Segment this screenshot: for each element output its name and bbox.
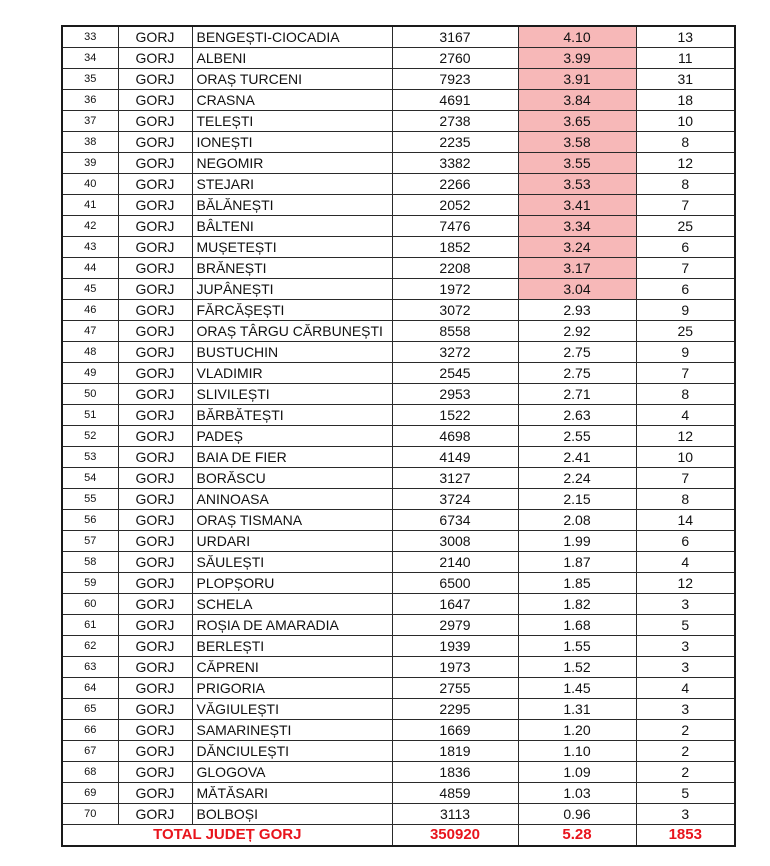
cases-cell: 2 — [636, 741, 735, 762]
incidence-table — [61, 25, 736, 847]
cases-cell: 6 — [636, 237, 735, 258]
locality-cell: ORAȘ TÂRGU CĂRBUNEȘTI — [192, 321, 392, 342]
table-row — [62, 279, 735, 300]
cases-cell: 10 — [636, 447, 735, 468]
row-number: 60 — [62, 594, 118, 615]
population-cell: 6500 — [392, 573, 518, 594]
population-cell: 1647 — [392, 594, 518, 615]
county-cell: GORJ — [118, 384, 192, 405]
row-number: 37 — [62, 111, 118, 132]
cases-cell: 8 — [636, 489, 735, 510]
row-number: 46 — [62, 300, 118, 321]
table-row — [62, 615, 735, 636]
rate-cell: 1.31 — [518, 699, 636, 720]
row-number: 61 — [62, 615, 118, 636]
population-cell: 2295 — [392, 699, 518, 720]
row-number: 67 — [62, 741, 118, 762]
total-cases: 1853 — [636, 825, 735, 847]
rate-cell: 1.45 — [518, 678, 636, 699]
table-row — [62, 363, 735, 384]
total-rate: 5.28 — [518, 825, 636, 847]
county-cell: GORJ — [118, 342, 192, 363]
cases-cell: 3 — [636, 636, 735, 657]
county-cell: GORJ — [118, 804, 192, 825]
rate-cell: 2.55 — [518, 426, 636, 447]
population-cell: 3724 — [392, 489, 518, 510]
population-cell: 2545 — [392, 363, 518, 384]
row-number: 57 — [62, 531, 118, 552]
table-row — [62, 258, 735, 279]
county-cell: GORJ — [118, 783, 192, 804]
county-cell: GORJ — [118, 279, 192, 300]
cases-cell: 12 — [636, 153, 735, 174]
table-row — [62, 237, 735, 258]
cases-cell: 13 — [636, 26, 735, 48]
table-row — [62, 111, 735, 132]
table-row — [62, 174, 735, 195]
row-number: 70 — [62, 804, 118, 825]
row-number: 64 — [62, 678, 118, 699]
population-cell: 2266 — [392, 174, 518, 195]
cases-cell: 6 — [636, 279, 735, 300]
row-number: 33 — [62, 26, 118, 48]
county-cell: GORJ — [118, 132, 192, 153]
county-cell: GORJ — [118, 26, 192, 48]
locality-cell: MUȘETEȘTI — [192, 237, 392, 258]
rate-cell: 3.91 — [518, 69, 636, 90]
population-cell: 4691 — [392, 90, 518, 111]
cases-cell: 7 — [636, 195, 735, 216]
population-cell: 1669 — [392, 720, 518, 741]
row-number: 52 — [62, 426, 118, 447]
rate-cell: 3.53 — [518, 174, 636, 195]
county-cell: GORJ — [118, 678, 192, 699]
rate-cell: 4.10 — [518, 26, 636, 48]
county-cell: GORJ — [118, 741, 192, 762]
total-row — [62, 825, 735, 847]
cases-cell: 2 — [636, 762, 735, 783]
locality-cell: BAIA DE FIER — [192, 447, 392, 468]
county-cell: GORJ — [118, 90, 192, 111]
cases-cell: 12 — [636, 426, 735, 447]
table-row — [62, 447, 735, 468]
cases-cell: 7 — [636, 468, 735, 489]
population-cell: 2953 — [392, 384, 518, 405]
county-cell: GORJ — [118, 321, 192, 342]
locality-cell: DĂNCIULEȘTI — [192, 741, 392, 762]
population-cell: 1939 — [392, 636, 518, 657]
locality-cell: GLOGOVA — [192, 762, 392, 783]
county-cell: GORJ — [118, 258, 192, 279]
cases-cell: 3 — [636, 699, 735, 720]
population-cell: 4149 — [392, 447, 518, 468]
rate-cell: 1.87 — [518, 552, 636, 573]
total-label: TOTAL JUDEȚ GORJ — [62, 825, 392, 847]
cases-cell: 8 — [636, 384, 735, 405]
table-row — [62, 657, 735, 678]
locality-cell: PADEȘ — [192, 426, 392, 447]
table-row — [62, 804, 735, 825]
table-row — [62, 90, 735, 111]
table-body — [62, 26, 735, 825]
row-number: 42 — [62, 216, 118, 237]
row-number: 35 — [62, 69, 118, 90]
county-cell: GORJ — [118, 153, 192, 174]
locality-cell: PLOPȘORU — [192, 573, 392, 594]
cases-cell: 18 — [636, 90, 735, 111]
table-row — [62, 468, 735, 489]
population-cell: 2235 — [392, 132, 518, 153]
row-number: 41 — [62, 195, 118, 216]
locality-cell: BENGEȘTI-CIOCADIA — [192, 26, 392, 48]
locality-cell: SCHELA — [192, 594, 392, 615]
locality-cell: MĂTĂSARI — [192, 783, 392, 804]
rate-cell: 3.04 — [518, 279, 636, 300]
row-number: 39 — [62, 153, 118, 174]
cases-cell: 9 — [636, 300, 735, 321]
population-cell: 4698 — [392, 426, 518, 447]
rate-cell: 1.85 — [518, 573, 636, 594]
row-number: 40 — [62, 174, 118, 195]
rate-cell: 3.41 — [518, 195, 636, 216]
row-number: 65 — [62, 699, 118, 720]
cases-cell: 7 — [636, 363, 735, 384]
table-row — [62, 48, 735, 69]
locality-cell: IONEȘTI — [192, 132, 392, 153]
county-cell: GORJ — [118, 69, 192, 90]
locality-cell: ORAȘ TURCENI — [192, 69, 392, 90]
county-cell: GORJ — [118, 657, 192, 678]
rate-cell: 3.24 — [518, 237, 636, 258]
table-row — [62, 321, 735, 342]
population-cell: 2140 — [392, 552, 518, 573]
population-cell: 1836 — [392, 762, 518, 783]
population-cell: 8558 — [392, 321, 518, 342]
rate-cell: 2.63 — [518, 405, 636, 426]
table-row — [62, 552, 735, 573]
rate-cell: 2.41 — [518, 447, 636, 468]
rate-cell: 1.82 — [518, 594, 636, 615]
total-population: 350920 — [392, 825, 518, 847]
table-row — [62, 699, 735, 720]
table-row — [62, 132, 735, 153]
locality-cell: BOLBOȘI — [192, 804, 392, 825]
population-cell: 2052 — [392, 195, 518, 216]
locality-cell: NEGOMIR — [192, 153, 392, 174]
rate-cell: 1.03 — [518, 783, 636, 804]
population-cell: 1522 — [392, 405, 518, 426]
locality-cell: SLIVILEȘTI — [192, 384, 392, 405]
county-cell: GORJ — [118, 111, 192, 132]
table-row — [62, 741, 735, 762]
rate-cell: 2.24 — [518, 468, 636, 489]
locality-cell: ANINOASA — [192, 489, 392, 510]
table-row — [62, 594, 735, 615]
locality-cell: ROȘIA DE AMARADIA — [192, 615, 392, 636]
table-row — [62, 489, 735, 510]
rate-cell: 3.55 — [518, 153, 636, 174]
row-number: 56 — [62, 510, 118, 531]
cases-cell: 11 — [636, 48, 735, 69]
row-number: 36 — [62, 90, 118, 111]
rate-cell: 2.92 — [518, 321, 636, 342]
county-cell: GORJ — [118, 363, 192, 384]
county-cell: GORJ — [118, 699, 192, 720]
locality-cell: JUPÂNEȘTI — [192, 279, 392, 300]
locality-cell: TELEȘTI — [192, 111, 392, 132]
population-cell: 2208 — [392, 258, 518, 279]
locality-cell: ORAȘ TISMANA — [192, 510, 392, 531]
row-number: 49 — [62, 363, 118, 384]
population-cell: 1852 — [392, 237, 518, 258]
table-row — [62, 26, 735, 48]
locality-cell: FĂRCĂȘEȘTI — [192, 300, 392, 321]
population-cell: 3008 — [392, 531, 518, 552]
cases-cell: 4 — [636, 552, 735, 573]
rate-cell: 2.15 — [518, 489, 636, 510]
locality-cell: ALBENI — [192, 48, 392, 69]
cases-cell: 6 — [636, 531, 735, 552]
table-row — [62, 300, 735, 321]
locality-cell: CĂPRENI — [192, 657, 392, 678]
locality-cell: BĂLĂNEȘTI — [192, 195, 392, 216]
row-number: 43 — [62, 237, 118, 258]
population-cell: 1973 — [392, 657, 518, 678]
rate-cell: 1.20 — [518, 720, 636, 741]
locality-cell: BRĂNEȘTI — [192, 258, 392, 279]
population-cell: 3167 — [392, 26, 518, 48]
rate-cell: 1.52 — [518, 657, 636, 678]
county-cell: GORJ — [118, 48, 192, 69]
cases-cell: 31 — [636, 69, 735, 90]
county-cell: GORJ — [118, 510, 192, 531]
locality-cell: STEJARI — [192, 174, 392, 195]
county-cell: GORJ — [118, 531, 192, 552]
row-number: 68 — [62, 762, 118, 783]
population-cell: 7923 — [392, 69, 518, 90]
county-cell: GORJ — [118, 468, 192, 489]
population-cell: 3382 — [392, 153, 518, 174]
cases-cell: 2 — [636, 720, 735, 741]
locality-cell: VĂGIULEȘTI — [192, 699, 392, 720]
rate-cell: 3.65 — [518, 111, 636, 132]
row-number: 62 — [62, 636, 118, 657]
row-number: 54 — [62, 468, 118, 489]
row-number: 55 — [62, 489, 118, 510]
locality-cell: PRIGORIA — [192, 678, 392, 699]
table-row — [62, 342, 735, 363]
table-row — [62, 762, 735, 783]
rate-cell: 2.75 — [518, 363, 636, 384]
locality-cell: SAMARINEȘTI — [192, 720, 392, 741]
row-number: 48 — [62, 342, 118, 363]
row-number: 44 — [62, 258, 118, 279]
rate-cell: 3.34 — [518, 216, 636, 237]
cases-cell: 25 — [636, 216, 735, 237]
county-cell: GORJ — [118, 426, 192, 447]
county-cell: GORJ — [118, 720, 192, 741]
population-cell: 2755 — [392, 678, 518, 699]
population-cell: 3113 — [392, 804, 518, 825]
table-row — [62, 573, 735, 594]
cases-cell: 5 — [636, 615, 735, 636]
row-number: 59 — [62, 573, 118, 594]
rate-cell: 3.99 — [518, 48, 636, 69]
population-cell: 7476 — [392, 216, 518, 237]
table-row — [62, 510, 735, 531]
county-cell: GORJ — [118, 594, 192, 615]
county-cell: GORJ — [118, 300, 192, 321]
row-number: 34 — [62, 48, 118, 69]
table-row — [62, 153, 735, 174]
table-row — [62, 426, 735, 447]
population-cell: 2738 — [392, 111, 518, 132]
row-number: 69 — [62, 783, 118, 804]
cases-cell: 3 — [636, 594, 735, 615]
county-cell: GORJ — [118, 195, 192, 216]
table-row — [62, 216, 735, 237]
locality-cell: BÂLTENI — [192, 216, 392, 237]
rate-cell: 1.55 — [518, 636, 636, 657]
county-cell: GORJ — [118, 573, 192, 594]
locality-cell: BERLEȘTI — [192, 636, 392, 657]
locality-cell: URDARI — [192, 531, 392, 552]
population-cell: 4859 — [392, 783, 518, 804]
locality-cell: SĂULEȘTI — [192, 552, 392, 573]
population-cell: 1819 — [392, 741, 518, 762]
population-cell: 3127 — [392, 468, 518, 489]
table-row — [62, 783, 735, 804]
cases-cell: 3 — [636, 804, 735, 825]
county-cell: GORJ — [118, 636, 192, 657]
table-row — [62, 195, 735, 216]
locality-cell: VLADIMIR — [192, 363, 392, 384]
rate-cell: 1.68 — [518, 615, 636, 636]
row-number: 53 — [62, 447, 118, 468]
cases-cell: 25 — [636, 321, 735, 342]
county-cell: GORJ — [118, 615, 192, 636]
county-cell: GORJ — [118, 174, 192, 195]
cases-cell: 4 — [636, 405, 735, 426]
table-row — [62, 69, 735, 90]
population-cell: 3072 — [392, 300, 518, 321]
table-row — [62, 384, 735, 405]
population-cell: 2979 — [392, 615, 518, 636]
cases-cell: 12 — [636, 573, 735, 594]
table-row — [62, 405, 735, 426]
cases-cell: 8 — [636, 174, 735, 195]
rate-cell: 2.75 — [518, 342, 636, 363]
rate-cell: 3.84 — [518, 90, 636, 111]
county-cell: GORJ — [118, 762, 192, 783]
county-cell: GORJ — [118, 237, 192, 258]
cases-cell: 10 — [636, 111, 735, 132]
county-cell: GORJ — [118, 489, 192, 510]
cases-cell: 4 — [636, 678, 735, 699]
county-cell: GORJ — [118, 552, 192, 573]
cases-cell: 14 — [636, 510, 735, 531]
table-row — [62, 636, 735, 657]
population-cell: 6734 — [392, 510, 518, 531]
rate-cell: 1.99 — [518, 531, 636, 552]
population-cell: 1972 — [392, 279, 518, 300]
rate-cell: 1.09 — [518, 762, 636, 783]
rate-cell: 2.08 — [518, 510, 636, 531]
rate-cell: 3.58 — [518, 132, 636, 153]
rate-cell: 2.71 — [518, 384, 636, 405]
table-row — [62, 531, 735, 552]
locality-cell: BĂRBĂTEȘTI — [192, 405, 392, 426]
row-number: 38 — [62, 132, 118, 153]
cases-cell: 3 — [636, 657, 735, 678]
rate-cell: 3.17 — [518, 258, 636, 279]
row-number: 63 — [62, 657, 118, 678]
population-cell: 2760 — [392, 48, 518, 69]
row-number: 50 — [62, 384, 118, 405]
row-number: 58 — [62, 552, 118, 573]
cases-cell: 7 — [636, 258, 735, 279]
table-row — [62, 678, 735, 699]
population-cell: 3272 — [392, 342, 518, 363]
rate-cell: 0.96 — [518, 804, 636, 825]
table-row — [62, 720, 735, 741]
row-number: 51 — [62, 405, 118, 426]
rate-cell: 2.93 — [518, 300, 636, 321]
cases-cell: 5 — [636, 783, 735, 804]
county-cell: GORJ — [118, 216, 192, 237]
locality-cell: CRASNA — [192, 90, 392, 111]
locality-cell: BORĂSCU — [192, 468, 392, 489]
rate-cell: 1.10 — [518, 741, 636, 762]
row-number: 45 — [62, 279, 118, 300]
locality-cell: BUSTUCHIN — [192, 342, 392, 363]
row-number: 47 — [62, 321, 118, 342]
row-number: 66 — [62, 720, 118, 741]
cases-cell: 9 — [636, 342, 735, 363]
cases-cell: 8 — [636, 132, 735, 153]
county-cell: GORJ — [118, 405, 192, 426]
county-cell: GORJ — [118, 447, 192, 468]
